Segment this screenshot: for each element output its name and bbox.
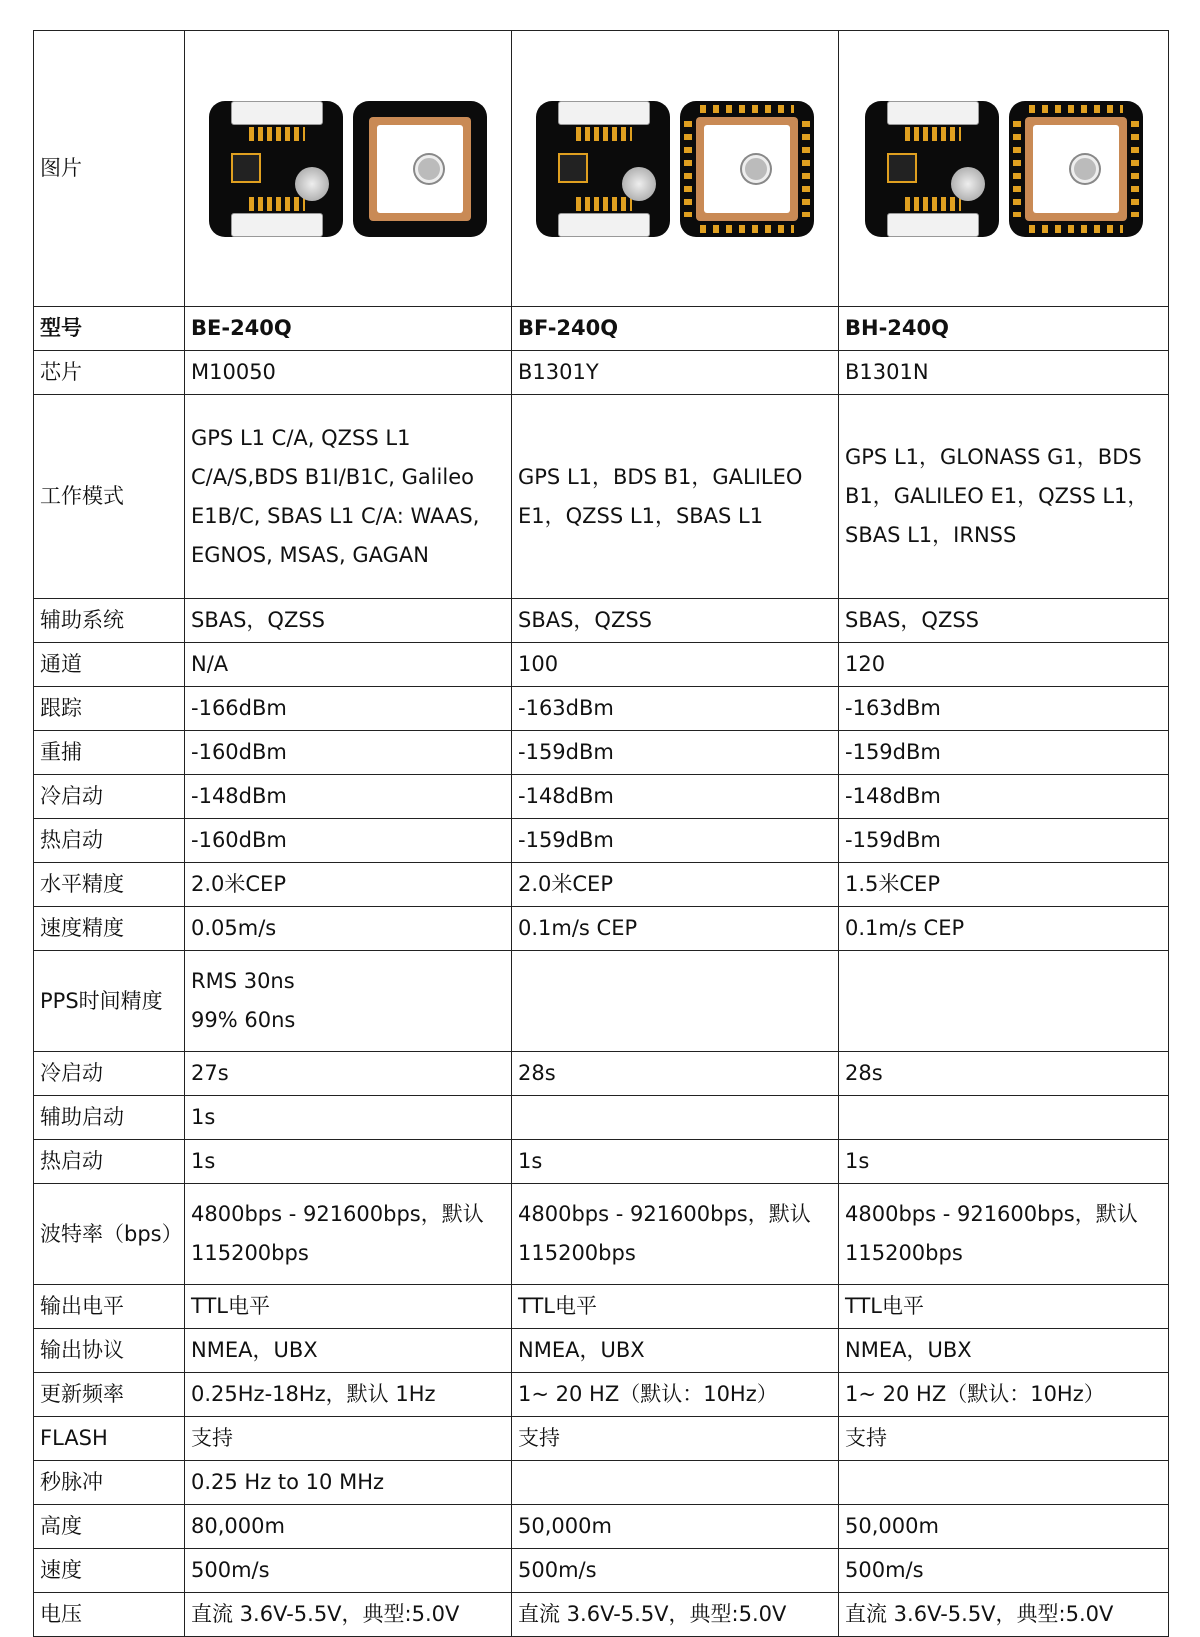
label-hacc: 水平精度	[34, 863, 185, 907]
label-pps: 秒脉冲	[34, 1461, 185, 1505]
baud-value: 4800bps - 921600bps，默认115200bps	[185, 1184, 512, 1285]
cold-start-value: 28s	[512, 1052, 839, 1096]
label-aux: 辅助系统	[34, 599, 185, 643]
hot-sens-value: -160dBm	[185, 819, 512, 863]
row-flash	[34, 1417, 1169, 1461]
chip-value: B1301N	[839, 351, 1169, 395]
pps-value: 0.25 Hz to 10 MHz	[185, 1461, 512, 1505]
level-value: TTL电平	[839, 1285, 1169, 1329]
label-voltage: 电压	[34, 1593, 185, 1637]
label-chip: 芯片	[34, 351, 185, 395]
hot-start-value: 1s	[185, 1140, 512, 1184]
row-pps	[34, 1461, 1169, 1505]
label-baud: 波特率（bps）	[34, 1184, 185, 1285]
cold-start-value: 28s	[839, 1052, 1169, 1096]
label-speed: 速度	[34, 1549, 185, 1593]
chip-value: M10050	[185, 351, 512, 395]
label-image: 图片	[34, 31, 185, 307]
tracking-value: -163dBm	[839, 687, 1169, 731]
row-pps-acc	[34, 951, 1169, 1052]
mode-value: GPS L1 C/A, QZSS L1 C/A/S,BDS B1I/B1C, Galileo E1B/C, SBAS L1 C/A: WAAS, EGNOS, MSAS, GAGAN	[185, 395, 512, 599]
cold-sens-value: -148dBm	[839, 775, 1169, 819]
pps-acc-line: 99% 60ns	[191, 1008, 296, 1032]
hot-sens-value: -159dBm	[839, 819, 1169, 863]
row-level	[34, 1285, 1169, 1329]
row-aided-start	[34, 1096, 1169, 1140]
level-value: TTL电平	[185, 1285, 512, 1329]
spec-table	[33, 30, 1169, 1637]
vacc-value: 0.1m/s CEP	[839, 907, 1169, 951]
voltage-value: 直流 3.6V-5.5V，典型:5.0V	[512, 1593, 839, 1637]
voltage-value: 直流 3.6V-5.5V，典型:5.0V	[185, 1593, 512, 1637]
image-bf240q	[512, 31, 839, 307]
channels-value: 120	[839, 643, 1169, 687]
aux-value: SBAS，QZSS	[512, 599, 839, 643]
protocol-value: NMEA，UBX	[185, 1329, 512, 1373]
hot-start-value: 1s	[839, 1140, 1169, 1184]
flash-value: 支持	[839, 1417, 1169, 1461]
channels-value: 100	[512, 643, 839, 687]
label-model: 型号	[34, 307, 185, 351]
model-name: BF-240Q	[512, 307, 839, 351]
protocol-value: NMEA，UBX	[839, 1329, 1169, 1373]
aided-start-value: 1s	[185, 1096, 512, 1140]
label-hot-sens: 热启动	[34, 819, 185, 863]
row-rate	[34, 1373, 1169, 1417]
label-channels: 通道	[34, 643, 185, 687]
mode-value: GPS L1，GLONASS G1，BDS B1，GALILEO E1，QZSS L1，SBAS L1，IRNSS	[839, 395, 1169, 599]
image-bh240q	[839, 31, 1169, 307]
row-channels	[34, 643, 1169, 687]
row-cold-sens	[34, 775, 1169, 819]
antenna-image	[1009, 101, 1143, 237]
hacc-value: 1.5米CEP	[839, 863, 1169, 907]
level-value: TTL电平	[512, 1285, 839, 1329]
row-hot-sens	[34, 819, 1169, 863]
aux-value: SBAS，QZSS	[185, 599, 512, 643]
flash-value: 支持	[512, 1417, 839, 1461]
pps-value	[839, 1461, 1169, 1505]
antenna-image	[680, 101, 814, 237]
baud-value: 4800bps - 921600bps，默认115200bps	[512, 1184, 839, 1285]
label-rate: 更新频率	[34, 1373, 185, 1417]
label-protocol: 输出协议	[34, 1329, 185, 1373]
protocol-value: NMEA，UBX	[512, 1329, 839, 1373]
pps-acc-value	[839, 951, 1169, 1052]
flash-value: 支持	[185, 1417, 512, 1461]
label-aided-start: 辅助启动	[34, 1096, 185, 1140]
label-level: 输出电平	[34, 1285, 185, 1329]
model-name: BE-240Q	[185, 307, 512, 351]
rate-value: 0.25Hz-18Hz，默认 1Hz	[185, 1373, 512, 1417]
baud-value: 4800bps - 921600bps，默认115200bps	[839, 1184, 1169, 1285]
reacq-value: -159dBm	[512, 731, 839, 775]
voltage-value: 直流 3.6V-5.5V，典型:5.0V	[839, 1593, 1169, 1637]
row-hacc	[34, 863, 1169, 907]
rate-value: 1~ 20 HZ（默认：10Hz）	[839, 1373, 1169, 1417]
reacq-value: -159dBm	[839, 731, 1169, 775]
channels-value: N/A	[185, 643, 512, 687]
label-tracking: 跟踪	[34, 687, 185, 731]
row-reacq	[34, 731, 1169, 775]
row-protocol	[34, 1329, 1169, 1373]
row-model	[34, 307, 1169, 351]
label-hot-start: 热启动	[34, 1140, 185, 1184]
reacq-value: -160dBm	[185, 731, 512, 775]
model-name: BH-240Q	[839, 307, 1169, 351]
alt-value: 50,000m	[839, 1505, 1169, 1549]
row-speed	[34, 1549, 1169, 1593]
row-cold-start	[34, 1052, 1169, 1096]
hot-start-value: 1s	[512, 1140, 839, 1184]
module-board-image	[209, 101, 343, 237]
cold-sens-value: -148dBm	[512, 775, 839, 819]
label-cold-start: 冷启动	[34, 1052, 185, 1096]
hacc-value: 2.0米CEP	[512, 863, 839, 907]
row-tracking	[34, 687, 1169, 731]
rate-value: 1~ 20 HZ（默认：10Hz）	[512, 1373, 839, 1417]
row-alt	[34, 1505, 1169, 1549]
image-be240q	[185, 31, 512, 307]
alt-value: 50,000m	[512, 1505, 839, 1549]
aux-value: SBAS，QZSS	[839, 599, 1169, 643]
pps-value	[512, 1461, 839, 1505]
module-board-image	[536, 101, 670, 237]
speed-value: 500m/s	[512, 1549, 839, 1593]
pps-acc-value	[185, 951, 512, 1052]
speed-value: 500m/s	[185, 1549, 512, 1593]
row-baud	[34, 1184, 1169, 1285]
row-hot-start	[34, 1140, 1169, 1184]
vacc-value: 0.05m/s	[185, 907, 512, 951]
tracking-value: -163dBm	[512, 687, 839, 731]
label-alt: 高度	[34, 1505, 185, 1549]
label-vacc: 速度精度	[34, 907, 185, 951]
tracking-value: -166dBm	[185, 687, 512, 731]
module-board-image	[865, 101, 999, 237]
row-mode	[34, 395, 1169, 599]
cold-start-value: 27s	[185, 1052, 512, 1096]
row-image	[34, 31, 1169, 307]
pps-acc-value	[512, 951, 839, 1052]
row-chip	[34, 351, 1169, 395]
label-cold-sens: 冷启动	[34, 775, 185, 819]
cold-sens-value: -148dBm	[185, 775, 512, 819]
speed-value: 500m/s	[839, 1549, 1169, 1593]
row-voltage	[34, 1593, 1169, 1637]
pps-acc-line: RMS 30ns	[191, 969, 295, 993]
vacc-value: 0.1m/s CEP	[512, 907, 839, 951]
hot-sens-value: -159dBm	[512, 819, 839, 863]
aided-start-value	[512, 1096, 839, 1140]
label-mode: 工作模式	[34, 395, 185, 599]
row-vacc	[34, 907, 1169, 951]
aided-start-value	[839, 1096, 1169, 1140]
antenna-image	[353, 101, 487, 237]
label-flash: FLASH	[34, 1417, 185, 1461]
chip-value: B1301Y	[512, 351, 839, 395]
mode-value: GPS L1，BDS B1，GALILEO E1，QZSS L1，SBAS L1	[512, 395, 839, 599]
hacc-value: 2.0米CEP	[185, 863, 512, 907]
row-aux	[34, 599, 1169, 643]
label-reacq: 重捕	[34, 731, 185, 775]
label-pps-acc: PPS时间精度	[34, 951, 185, 1052]
alt-value: 80,000m	[185, 1505, 512, 1549]
